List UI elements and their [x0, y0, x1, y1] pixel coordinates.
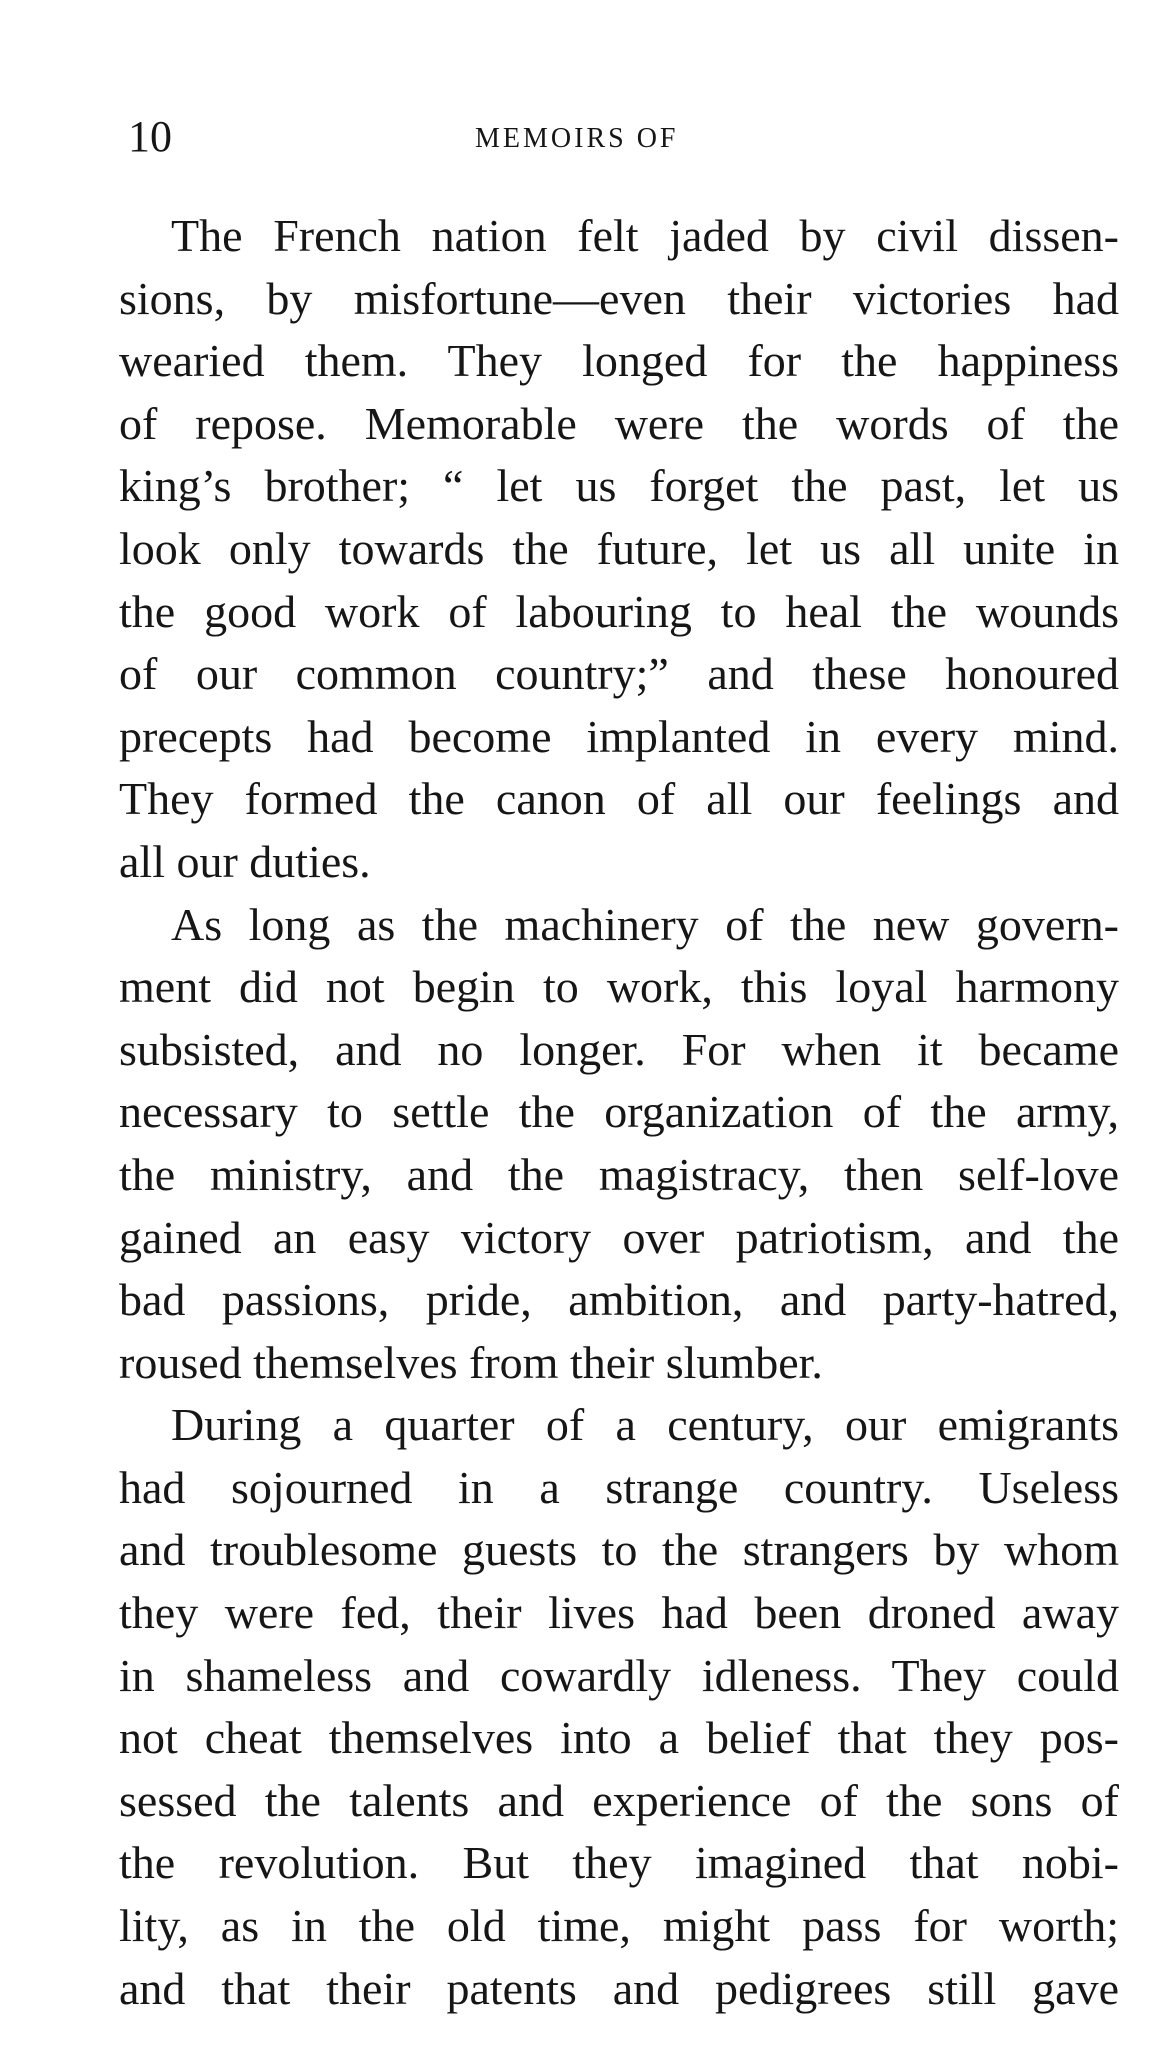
- paragraph-2: [119, 894, 1119, 1395]
- page-number: 10: [128, 112, 172, 161]
- text-line: lity, as in the old time, might pass for worth;: [119, 1900, 1119, 1952]
- text-line: During a quarter of a century, our emigrants: [171, 1399, 1119, 1451]
- text-line: look only towards the future, let us all unite in: [119, 522, 1119, 574]
- text-line: the revolution. But they imagined that nobi-: [119, 1837, 1119, 1889]
- text-line: sions, by misfortune—even their victories had: [119, 272, 1119, 324]
- text-line: of our common country;” and these honoured: [119, 648, 1119, 700]
- text-line: As long as the machinery of the new govern-: [171, 898, 1119, 950]
- text-line: the good work of labouring to heal the wounds: [119, 585, 1119, 637]
- body-text: [119, 205, 1119, 2020]
- text-line: precepts had become implanted in every mind.: [119, 710, 1119, 762]
- text-line: ment did not begin to work, this loyal harmony: [119, 961, 1119, 1013]
- text-line: roused themselves from their slumber.: [119, 1336, 823, 1388]
- text-line: king’s brother; “ let us forget the past, let us: [119, 460, 1119, 512]
- page-header: [125, 112, 1115, 162]
- text-line: and that their patents and pedigrees still gave: [119, 1962, 1119, 2014]
- text-line: all our duties.: [119, 835, 371, 887]
- text-line: necessary to settle the organization of the army,: [119, 1086, 1119, 1138]
- text-line: sessed the talents and experience of the sons of: [119, 1774, 1119, 1826]
- text-line: subsisted, and no longer. For when it became: [119, 1023, 1119, 1075]
- text-line: had sojourned in a strange country. Useless: [119, 1461, 1119, 1513]
- text-line: wearied them. They longed for the happiness: [119, 335, 1119, 387]
- text-line: gained an easy victory over patriotism, and the: [119, 1211, 1119, 1263]
- running-head: MEMOIRS OF: [475, 123, 679, 154]
- text-line: They formed the canon of all our feelings and: [119, 773, 1119, 825]
- paragraph-3: [119, 1394, 1119, 2020]
- text-line: of repose. Memorable were the words of the: [119, 397, 1119, 449]
- text-line: not cheat themselves into a belief that they pos-: [119, 1712, 1119, 1764]
- text-line: and troublesome guests to the strangers by whom: [119, 1524, 1119, 1576]
- text-line: they were fed, their lives had been droned away: [119, 1587, 1119, 1639]
- text-line: The French nation felt jaded by civil dissen-: [171, 210, 1119, 261]
- paragraph-1: [119, 205, 1119, 894]
- text-line: the ministry, and the magistracy, then self-love: [119, 1148, 1119, 1200]
- text-line: bad passions, pride, ambition, and party-hatred,: [119, 1274, 1119, 1326]
- text-line: in shameless and cowardly idleness. They could: [119, 1649, 1119, 1701]
